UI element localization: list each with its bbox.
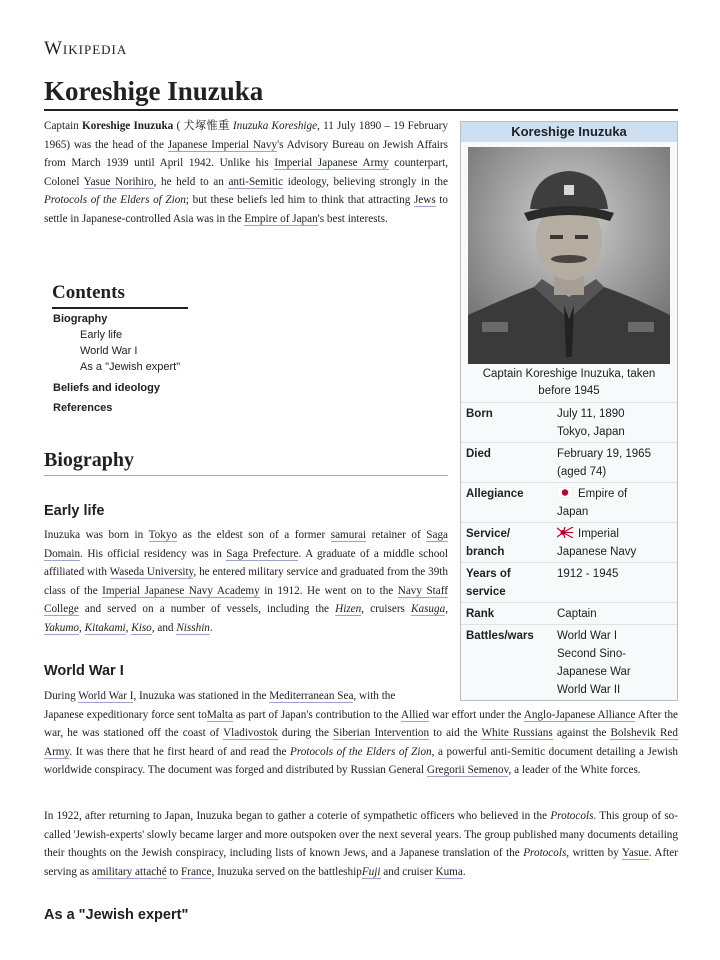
- rising-sun-flag-icon[interactable]: [557, 526, 573, 537]
- link-nisshin[interactable]: Nisshin: [176, 621, 210, 634]
- biography-divider: [44, 475, 448, 476]
- link-kitakami[interactable]: Kitakami: [84, 621, 126, 634]
- link-yakumo[interactable]: Yakumo: [44, 621, 80, 634]
- link-gregorii-semenov[interactable]: Gregorii Semenov: [426, 764, 509, 776]
- toc-item-jewish-expert[interactable]: As a "Jewish expert": [80, 361, 181, 373]
- toc-divider: [52, 307, 188, 309]
- link-siberian-intervention[interactable]: Siberian Intervention: [333, 727, 430, 739]
- japan-flag-icon[interactable]: [557, 486, 573, 497]
- lead-paragraph: Captain Koreshige Inuzuka ( 犬塚惟重 Inuzuka Koreshige, 11 July 1890 – 19 February 1965) was the head of the Japanese Imperial Navy's Advisory Bureau on Jewish Affairs from March 1939 until April 1942. Unlike his Imperial Japanese Army counterpart, Colonel Yasue Norihiro, he held to an anti-Semitic ideology, believing strongly in the Protocols of the Elders of Zion; but these beliefs led him to think that attracting Jews to settle in Japanese-controlled Asia was in the Empire of Japan's best interests.: [44, 120, 449, 225]
- link-military-attache[interactable]: military attaché: [96, 865, 167, 878]
- table-of-contents: [52, 282, 192, 309]
- portrait-image: [468, 147, 670, 364]
- infobox-title: Koreshige Inuzuka: [461, 122, 677, 142]
- link-anti-semitic[interactable]: anti-Semitic: [228, 175, 284, 188]
- link-anglo-japanese-alliance[interactable]: Anglo-Japanese Alliance: [523, 708, 636, 721]
- link-saga-prefecture[interactable]: Saga Prefecture: [226, 547, 299, 560]
- link-mediterranean-sea[interactable]: Mediterranean Sea: [269, 690, 354, 702]
- page-title: Koreshige Inuzuka: [44, 76, 264, 106]
- wikipedia-wordmark[interactable]: [44, 38, 127, 60]
- link-world-war-i[interactable]: World War I: [78, 690, 134, 702]
- link-saga-domain[interactable]: Saga Domain: [44, 529, 448, 560]
- ww1-paragraph-1: Japanese expeditionary force sent toMalta as part of Japan's contribution to the Allied war effort under the Anglo-Japanese Alliance After the war, he was stationed off the coast of Vladivostok during the Siberian Intervention to aid the White Russians against the Bolshevik Red Army. It was there that he first heard of and read the Protocols of the Elders of Zion, a powerful anti-Semitic document detailing a Jewish worldwide conspiracy. The document was forged and distributed by Russian General Gregorii Semenov, a leader of the White forces.: [44, 708, 679, 776]
- link-white-russians[interactable]: White Russians: [481, 727, 553, 739]
- link-tokyo[interactable]: Tokyo: [148, 529, 178, 541]
- ww1-paragraph-1-head: During World War I, Inuzuka was stationed in the Mediterranean Sea, with the: [44, 690, 396, 702]
- link-jews[interactable]: Jews: [413, 194, 436, 206]
- link-waseda-university[interactable]: Waseda University: [109, 566, 194, 578]
- link-fuji[interactable]: Fuji: [361, 865, 381, 878]
- infobox: [460, 121, 678, 701]
- infobox-row-years: Years of service 1912 - 1945: [461, 562, 677, 603]
- link-kasuga[interactable]: Kasuga: [411, 603, 446, 615]
- toc-item-early-life[interactable]: Early life: [80, 329, 123, 341]
- title-divider: [44, 109, 678, 111]
- section-heading-world-war-i: World War I: [44, 663, 124, 679]
- link-japanese-imperial-navy[interactable]: Japanese Imperial Navy: [167, 138, 278, 151]
- link-allied[interactable]: Allied: [401, 708, 429, 721]
- link-navy-staff-college[interactable]: Navy Staff College: [44, 584, 448, 615]
- link-france[interactable]: France: [181, 865, 212, 878]
- subject-name: Koreshige Inuzuka: [82, 120, 174, 132]
- infobox-row-battles: Battles/wars World War I Second Sino- Japanese War World War II: [461, 624, 677, 699]
- link-empire-of-japan[interactable]: Empire of Japan: [244, 212, 318, 225]
- early-life-paragraph: Inuzuka was born in Tokyo as the eldest son of a former samurai retainer of Saga Domain. His official residency was in Saga Prefecture. A graduate of a middle school affiliated with Waseda University, he entered military service and graduated from the 39th class of the Imperial Japanese Navy Academy in 1912. He went on to the Navy Staff College and served on a number of vessels, including the Hizen, cruisers Kasuga, Yakumo, Kitakami, Kiso, and Nisshin.: [44, 529, 449, 634]
- link-naval-academy[interactable]: Imperial Japanese Navy Academy: [102, 584, 260, 597]
- link-hizen[interactable]: Hizen: [335, 603, 362, 615]
- link-samurai[interactable]: samurai: [330, 529, 367, 541]
- infobox-row-service-branch: Service/ branch Imperial Japanese Navy: [461, 522, 677, 563]
- ww1-paragraph-2: In 1922, after returning to Japan, Inuzuka began to gather a coterie of sympathetic officers who believed in the Protocols. This group of so-called 'Jewish-experts' slowly became larger and more outspoken over the next several years. The group published many documents detailing their thoughts on the Jewish conspiracy, including lists of known Jews, and a Japanese translation of the Protocols, written by Yasue. After serving as amilitary attaché to France, Inuzuka served on the battleshipFuji and cruiser Kuma.: [44, 810, 678, 878]
- link-bolshevik-red-army[interactable]: Bolshevik Red Army: [44, 727, 678, 758]
- toc-item-biography[interactable]: Biography: [53, 313, 108, 325]
- section-heading-jewish-expert: As a "Jewish expert": [44, 907, 189, 923]
- toc-item-beliefs[interactable]: Beliefs and ideology: [53, 382, 160, 394]
- section-heading-early-life: Early life: [44, 503, 105, 519]
- infobox-row-died: Died February 19, 1965 (aged 74): [461, 442, 677, 483]
- toc-item-references[interactable]: References: [53, 402, 113, 414]
- link-kiso[interactable]: Kiso: [131, 621, 152, 634]
- link-yasue[interactable]: Yasue: [621, 847, 649, 859]
- kanji-name: 犬塚惟重: [183, 120, 230, 132]
- link-imperial-japanese-army[interactable]: Imperial Japanese Army: [274, 157, 389, 169]
- infobox-row-born: Born July 11, 1890 Tokyo, Japan: [461, 402, 677, 443]
- link-kuma[interactable]: Kuma: [435, 865, 463, 878]
- toc-item-world-war-i[interactable]: World War I: [80, 345, 138, 357]
- link-yasue-norihiro[interactable]: Yasue Norihiro: [83, 175, 154, 188]
- infobox-row-allegiance: Allegiance Empire of Japan: [461, 482, 677, 523]
- link-vladivostok[interactable]: Vladivostok: [223, 727, 278, 739]
- infobox-row-rank: Rank Captain: [461, 602, 677, 625]
- link-malta[interactable]: Malta: [206, 708, 233, 721]
- toc-heading: Contents: [52, 282, 125, 303]
- portrait-photo[interactable]: [468, 147, 670, 364]
- section-heading-biography: Biography: [44, 449, 135, 471]
- portrait-caption: Captain Koreshige Inuzuka, taken before 1945: [482, 368, 656, 397]
- wordmark-text: Wikipedia: [44, 38, 128, 59]
